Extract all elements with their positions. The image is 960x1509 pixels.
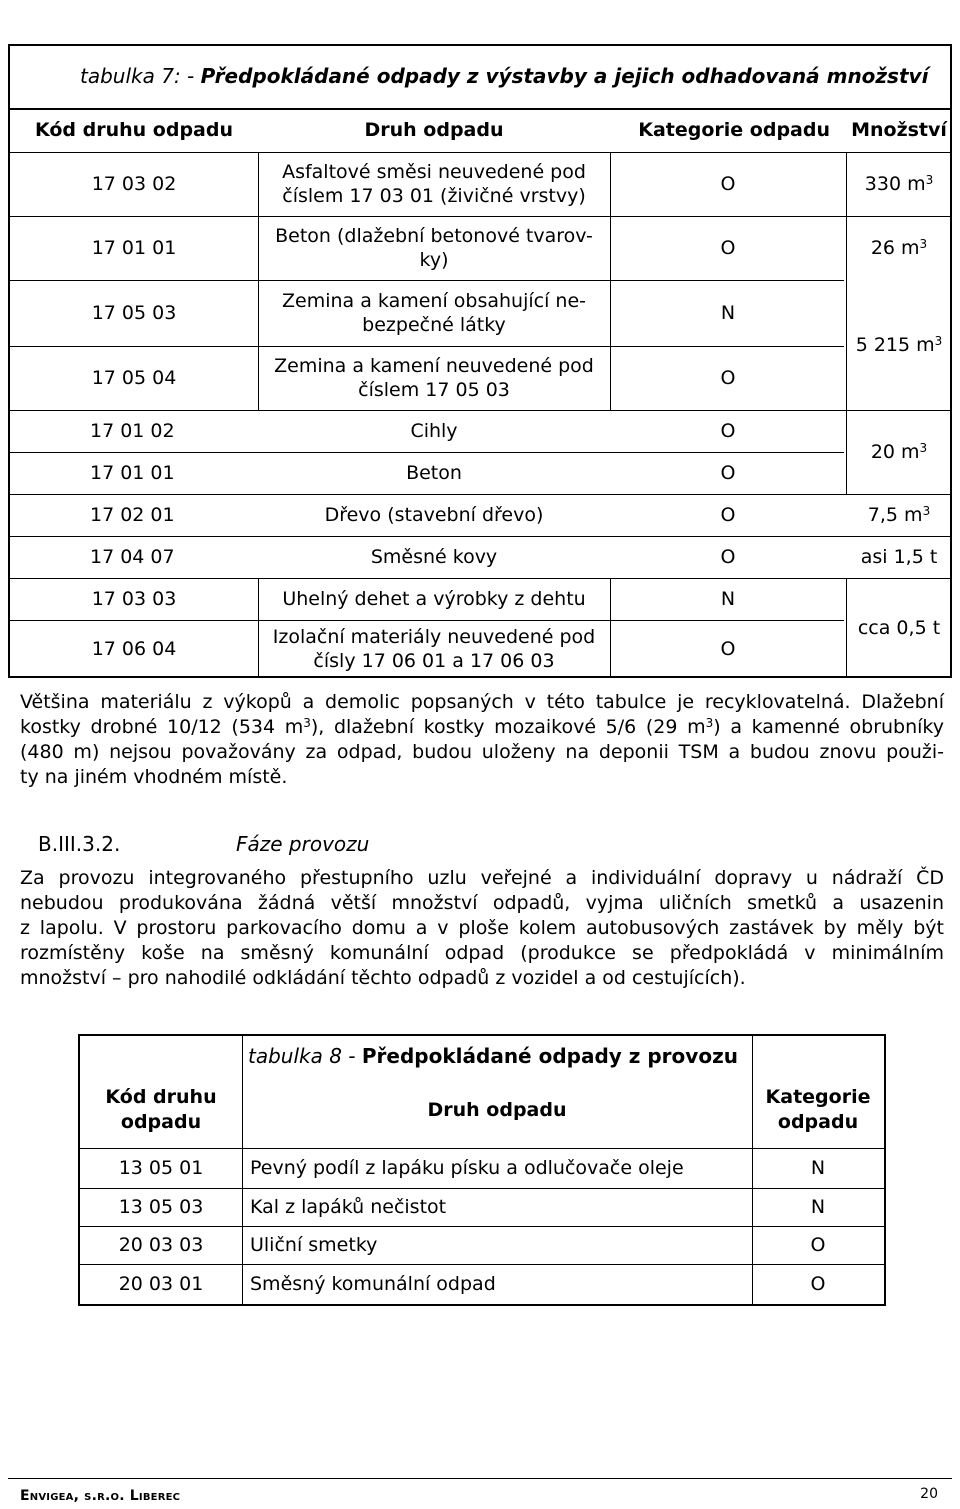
unit-exponent: 3 — [303, 716, 311, 730]
table-row-category: O — [720, 462, 736, 484]
table-row-category: O — [720, 504, 736, 526]
table-row-category: N — [720, 302, 736, 324]
table-row-category: O — [810, 1233, 826, 1256]
table-row-category: O — [720, 638, 736, 660]
table-row-code: 17 03 02 — [91, 173, 177, 195]
col-header-code: Kód druhu odpadu — [34, 119, 234, 141]
table-row-code: 17 01 01 — [90, 462, 175, 484]
qty-unit-exponent: 3 — [919, 237, 928, 251]
table-row-category: N — [810, 1156, 826, 1179]
recycling-paragraph — [20, 690, 944, 790]
caption-prefix: tabulka 8 - — [248, 1044, 362, 1068]
table-row-name: Uliční smetky — [250, 1233, 378, 1256]
page-number: 20 — [920, 1486, 938, 1502]
name-line: Asfaltové směsi neuvedené pod — [282, 161, 586, 183]
table-row-name — [258, 152, 610, 216]
table-row-quantity — [846, 494, 952, 536]
table-row-category: O — [720, 546, 736, 568]
col-header-category: Kategorie odpadu — [638, 119, 830, 141]
table-row-code: 20 03 03 — [118, 1233, 204, 1256]
table-row-name — [258, 346, 610, 410]
table-row-category: N — [720, 588, 736, 610]
line-text: ), dlažební kostky mozaikové 5/6 (29 m — [310, 716, 706, 738]
header-line: odpadu — [777, 1111, 859, 1133]
table-7-caption — [80, 64, 928, 88]
paragraph-line: (480 m) nejsou považovány za odpad, budou uloženy na deponii TSM a budou znovu použi- — [20, 741, 944, 763]
section-title: Fáze provozu — [236, 832, 370, 856]
name-line: Zemina a kamení neuvedené pod — [274, 355, 594, 377]
merged-quantity — [846, 280, 952, 410]
name-line: Zemina a kamení obsahující ne- — [282, 290, 586, 312]
merged-quantity: cca 0,5 t — [857, 617, 941, 639]
table-row-code: 17 06 04 — [91, 638, 177, 660]
table-row-name: Kal z lapáků nečistot — [250, 1195, 447, 1218]
qty-value: 330 m — [864, 173, 926, 195]
col-header-type: Druh odpadu — [427, 1098, 567, 1121]
table-row-quantity — [846, 216, 952, 280]
qty-value: 5 215 m — [855, 334, 935, 356]
table-row-category: O — [720, 173, 736, 195]
table-row-name: Směsný komunální odpad — [250, 1272, 496, 1295]
table-row-code: 13 05 03 — [118, 1195, 204, 1218]
name-line: číslem 17 03 01 (živičné vrstvy) — [282, 185, 586, 207]
table-row-quantity — [846, 152, 952, 216]
merged-quantity — [846, 410, 952, 494]
line-text: ) a kamenné obrubníky — [713, 716, 945, 738]
table-row-code: 20 03 01 — [118, 1272, 204, 1295]
header-line: Kategorie — [765, 1086, 871, 1108]
table-row-name: Pevný podíl z lapáku písku a odlučovače oleje — [250, 1156, 684, 1179]
page-footer — [0, 1478, 960, 1509]
name-line: ky) — [419, 249, 449, 271]
qty-value: 7,5 m — [867, 504, 923, 526]
header-line: Kód druhu — [105, 1086, 217, 1108]
qty-unit-exponent: 3 — [934, 334, 943, 348]
table-row-category: N — [810, 1195, 826, 1218]
paragraph-line: množství – pro nahodilé odkládání těchto odpadů z vozidel a od cestujících). — [20, 967, 746, 989]
table-row-code: 17 02 01 — [90, 504, 175, 526]
line-text: kostky drobné 10/12 (534 m — [20, 716, 304, 738]
paragraph-line: nebudou produkována žádná větší množství odpadů, vyjma uličních smetků a usazenin — [20, 892, 944, 914]
table-row-name: Cihly — [410, 420, 458, 442]
header-line: odpadu — [120, 1111, 202, 1133]
table-7 — [8, 44, 952, 678]
table-row-code: 17 03 03 — [91, 588, 177, 610]
qty-unit-exponent: 3 — [925, 173, 934, 187]
qty-unit-exponent: 3 — [922, 504, 931, 518]
col-header-category — [752, 1072, 884, 1148]
footer-company: Envigea, s.r.o. Liberec — [20, 1488, 181, 1504]
paragraph-line: Za provozu integrovaného přestupního uzlu veřejné a individuální dopravy u nádraží ČD — [20, 867, 944, 889]
table-8-caption — [248, 1044, 738, 1068]
name-line: Beton (dlažební betonové tvarov- — [275, 225, 593, 247]
caption-prefix: tabulka 7: - — [80, 64, 201, 88]
caption-title: Předpokládané odpady z provozu — [361, 1044, 738, 1068]
col-header-quantity: Množství — [851, 119, 947, 141]
qty-value: 26 m — [870, 237, 920, 259]
operation-paragraph — [20, 866, 944, 991]
qty-value: 20 m — [870, 441, 920, 463]
table-row-code: 13 05 01 — [118, 1156, 204, 1179]
table-row-quantity: asi 1,5 t — [860, 546, 938, 568]
paragraph-line: ty na jiném vhodném místě. — [20, 766, 288, 788]
name-line: bezpečné látky — [362, 314, 506, 336]
table-row-category: O — [810, 1272, 826, 1295]
caption-title: Předpokládané odpady z výstavby a jejich odhadovaná množství — [200, 64, 929, 88]
table-row-name: Směsné kovy — [370, 546, 498, 568]
table-row-code: 17 05 04 — [91, 367, 177, 389]
table-row-code: 17 01 02 — [90, 420, 175, 442]
table-row-category: O — [720, 420, 736, 442]
paragraph-line: Většina materiálu z výkopů a demolic popsaných v této tabulce je recyklovatelná. Dlažební — [20, 691, 944, 713]
table-row-name: Beton — [406, 462, 462, 484]
table-row-name — [258, 620, 610, 678]
paragraph-line: z lapolu. V prostoru parkovacího domu a v ploše kolem autobusových zastávek by měly být — [20, 917, 944, 939]
table-row-name — [258, 216, 610, 280]
name-line: číslem 17 05 03 — [358, 379, 510, 401]
table-row-code: 17 04 07 — [90, 546, 175, 568]
table-row-code: 17 05 03 — [91, 302, 177, 324]
table-row-category: O — [720, 237, 736, 259]
table-row-name: Dřevo (stavební dřevo) — [324, 504, 544, 526]
paragraph-line — [20, 715, 944, 740]
col-header-code — [80, 1072, 242, 1148]
table-row-name — [258, 280, 610, 346]
name-line: Izolační materiály neuvedené pod — [272, 626, 596, 648]
section-number: B.III.3.2. — [38, 832, 121, 856]
table-row-code: 17 01 01 — [91, 237, 177, 259]
paragraph-line: rozmístěny koše na směsný komunální odpad (produkce se předpokládá v minimálním — [20, 942, 944, 964]
unit-exponent: 3 — [705, 716, 714, 730]
table-8 — [78, 1034, 886, 1306]
name-line: čísly 17 06 01 a 17 06 03 — [313, 650, 555, 672]
table-row-name: Uhelný dehet a výrobky z dehtu — [282, 588, 586, 610]
table-row-category: O — [720, 367, 736, 389]
col-header-type: Druh odpadu — [364, 119, 504, 141]
qty-unit-exponent: 3 — [919, 441, 928, 455]
